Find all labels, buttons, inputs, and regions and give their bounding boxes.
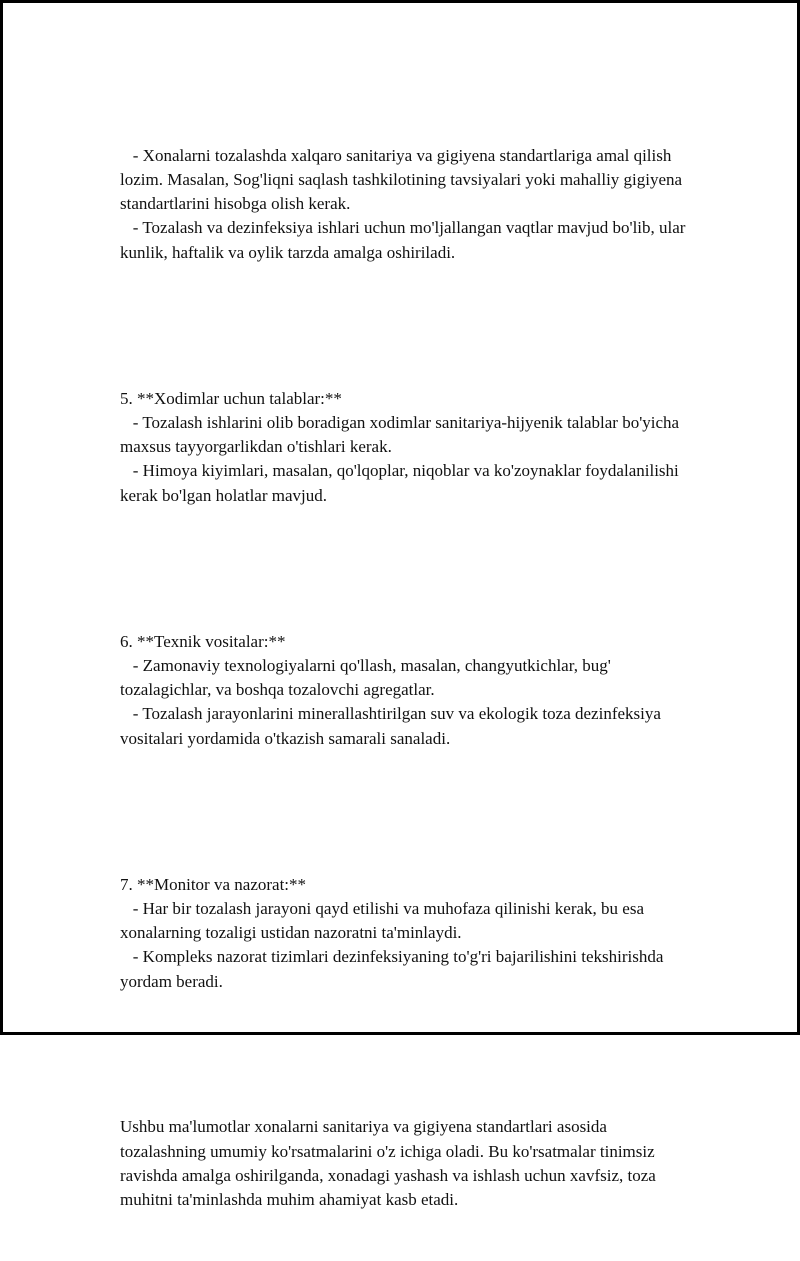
- paragraph-spacer: [120, 314, 695, 338]
- paragraph-staff-requirements: 5. **Xodimlar uchun talablar:** - Tozalash ishlarini olib boradigan xodimlar sanitariya-hijyenik talablar bo'yicha maxsus tayyorgarlikdan o'tishlari kerak. - Himoya kiyimlari, masalan, qo'lqoplar, niqoblar va ko'zoynaklar foydalanilishi kerak bo'lgan holatlar mavjud.: [120, 388, 680, 505]
- paragraph-monitoring-control: 7. **Monitor va nazorat:** - Har bir tozalash jarayoni qayd etilishi va muhofaza qilinishi kerak, bu esa xonalarning tozaligi ustidan nazoratni ta'minlaydi. - Kompleks nazorat tizimlari dezinfeksiyaning to'g'ri bajarilishini tekshirishda yordam beradi.: [120, 874, 664, 991]
- paragraph-spacer: [120, 800, 695, 824]
- paragraph-spacer: [120, 1043, 695, 1067]
- paragraph-technical-tools: 6. **Texnik vositalar:** - Zamonaviy texnologiyalarni qo'llash, masalan, changyutkichlar, bug' tozalagichlar, va boshqa tozalovchi agregatlar. - Tozalash jarayonlarini minerallashtirilgan suv va ekologik toza dezinfeksiya vositalari yordamida o'tkazish samarali sanaladi.: [120, 631, 661, 748]
- paragraph-standards-and-schedule: - Xonalarni tozalashda xalqaro sanitariya va gigiyena standartlariga amal qilish lozim. Masalan, Sog'liqni saqlash tashkilotining tavsiyalari yoki mahalliy gigiyena standartlarini hisobga olish kerak. - Tozalash va dezinfeksiya ishlari uchun mo'ljallangan vaqtlar mavjud bo'lib, ular kunlik, haftalik va oylik tarzda amalga oshiriladi.: [120, 145, 686, 262]
- paragraph-conclusion: Ushbu ma'lumotlar xonalarni sanitariya va gigiyena standartlari asosida tozalashning umumiy ko'rsatmalarini o'z ichiga oladi. Bu ko'rsatmalar tinimsiz ravishda amalga oshirilganda, xonadagi yashash va ishlash uchun xavfsiz, toza muhitni ta'minlashda muhim ahamiyat kasb etadi.: [120, 1117, 661, 1210]
- document-body: [120, 95, 695, 1261]
- paragraph-spacer: [120, 557, 695, 581]
